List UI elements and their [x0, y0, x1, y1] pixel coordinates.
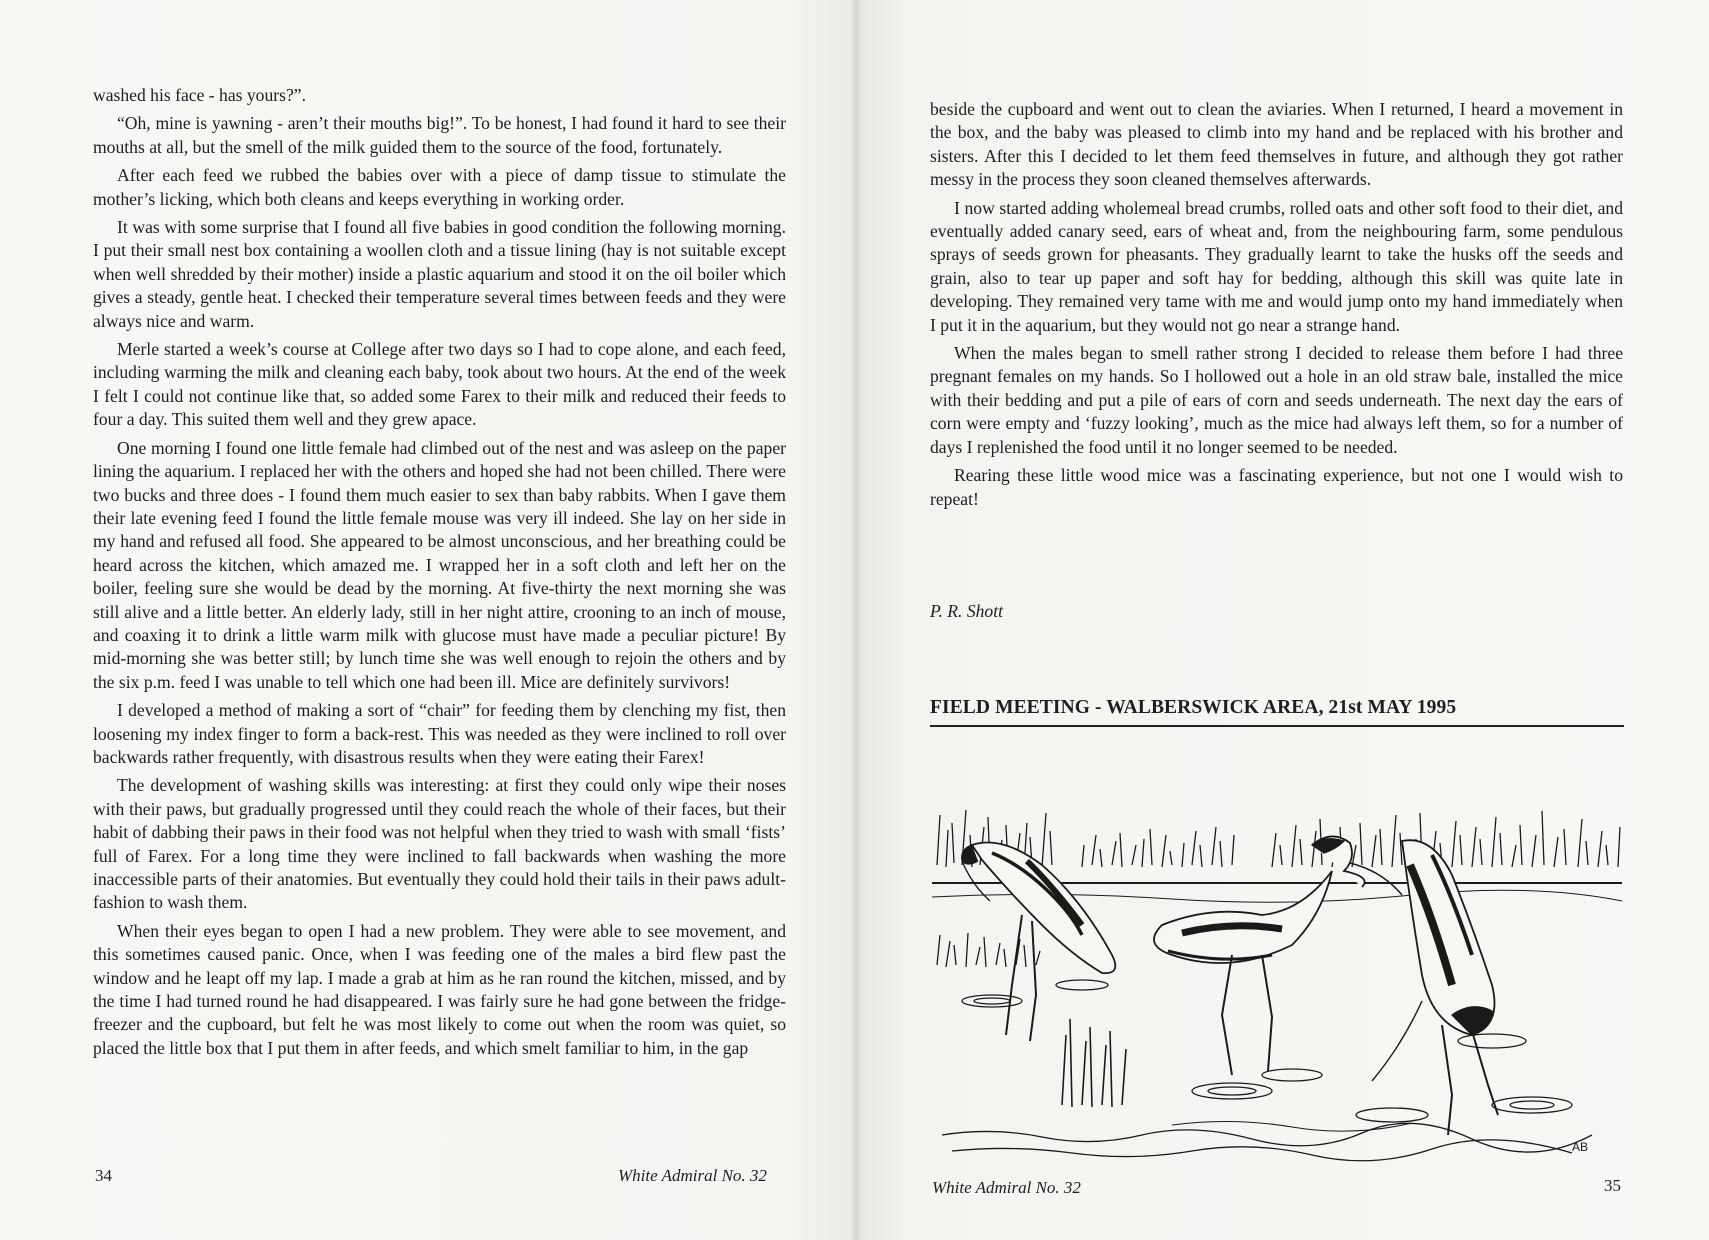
- page-number: 34: [95, 1166, 112, 1185]
- paragraph: It was with some surprise that I found all five babies in good condition the following morning. I put their small nest box containing a woollen cloth and a tissue lining (hay is not suitable except when well shredded by their mother) inside a plastic aquarium and stood it on the oil boiler which gives a steady, gentle heat. I checked their temperature several times between feeds and they were always nice and warm.: [93, 217, 786, 331]
- right-page-text: [930, 98, 1623, 516]
- grass-tufts: [937, 933, 1040, 967]
- left-page-text: [93, 84, 786, 1065]
- paragraph: After each feed we rubbed the babies over with a piece of damp tissue to stimulate the mother’s licking, which both cleans and keeps everything in working order.: [93, 165, 786, 209]
- journal-footer: White Admiral No. 32: [618, 1166, 767, 1185]
- paragraph: The development of washing skills was interesting: at first they could only wipe their noses with their paws, but gradually progressed until they could reach the whole of their faces, but their habit of dabbing their paws in their food was not helpful when they tried to wash with small ‘fists’ full of Farex. For a long time they were inclined to fall backwards when washing the more inaccessible parts of their anatomies. But eventually they could hold their tails in their paws adult-fashion to wash them.: [93, 775, 786, 913]
- book-gutter: [852, 0, 860, 1240]
- paragraph: One morning I found one little female had climbed out of the nest and was asleep on the paper lining the aquarium. I replaced her with the others and hoped she had not been chilled. There were two bucks and three does - I found them much easier to sex than baby rabbits. When I gave them their late evening feed I found the little female mouse was very ill indeed. She lay on her side in my hand and refused all food. She appeared to be almost unconscious, and her breathing could be heard across the kitchen, which amazed me. I wrapped her in a soft cloth and left her on the boiler, feeling sure she would be dead by the morning. At five-thirty the next morning she was still alive and a little better. An elderly lady, still in her night attire, crooning to an inch of mouse, and coaxing it to drink a little warm milk with glucose must have made a peculiar picture! By mid-morning she was better still; by lunch time she was well enough to rejoin the others and by the six p.m. feed I was unable to tell which one had been ill. Mice are definitely survivors!: [93, 437, 786, 692]
- paragraph: I now started adding wholemeal bread crumbs, rolled oats and other soft food to their diet, and eventually added canary seed, ears of wheat and, from the neighbouring farm, some pendulous sprays of seeds grown for pheasants. They gradually learnt to take the husks off the seeds and grain, also to tear up paper and soft hay for bedding, although this skill was quite late in developing. They remained very tame with me and would jump onto my hand immediately when I put it in the aquarium, but they would not go near a strange hand.: [930, 197, 1623, 335]
- paragraph: Merle started a week’s course at College after two days so I had to cope alone, and each feed, including warming the milk and cleaning each baby, took about two hours. At the end of the week I felt I could not continue like that, so added some Farex to their milk and reduced their feeds to four a day. This suited them well and they grew apace.: [93, 339, 786, 430]
- artist-signature: AB: [1572, 1140, 1589, 1154]
- journal-footer: White Admiral No. 32: [932, 1178, 1081, 1197]
- page-number: 35: [1604, 1176, 1621, 1195]
- paragraph: When the males began to smell rather strong I decided to release them before I had three pregnant females on my hands. So I hollowed out a hole in an old straw bale, installed the mice with their bedding and put a pile of ears of corn and seeds underneath. The next day the ears of corn were empty and ‘fuzzy looking’, much as the mice had always left them, so for a number of days I replenished the food until it no longer seemed to be needed.: [930, 343, 1623, 457]
- centre-avocet: [1154, 836, 1402, 1075]
- avocet-illustration: [932, 805, 1622, 1165]
- paragraph: Rearing these little wood mice was a fascinating experience, but not one I would wish to repeat!: [930, 465, 1623, 509]
- paragraph: “Oh, mine is yawning - aren’t their mouths big!”. To be honest, I had found it hard to see their mouths at all, but the smell of the milk guided them to the source of the food, fortunately.: [93, 113, 786, 157]
- article-author: P. R. Shott: [930, 601, 1003, 621]
- paragraph: washed his face - has yours?”.: [93, 85, 306, 105]
- paragraph: When their eyes began to open I had a new problem. They were able to see movement, and this sometimes caused panic. Once, when I was feeding one of the males a bird flew past the window and he leapt off my lap. I made a grab at him as he ran round the kitchen, missed, and by the time I had turned round he had disappeared. I was fairly sure he had gone between the fridge-freezer and the cupboard, but felt he was most likely to come out when the room was quiet, so placed the little box that I put them in after feeds, and which smelt familiar to him, in the gap: [93, 920, 786, 1058]
- paragraph: I developed a method of making a sort of “chair” for feeding them by clenching my fist, then loosening my index finger to form a back-rest. This was needed as they were inclined to roll over backwards rather frequently, with disastrous results when they were eating their Farex!: [93, 700, 786, 767]
- paragraph: beside the cupboard and went out to clean the aviaries. When I returned, I heard a movement in the box, and the baby was pleased to climb into my hand and be replaced with his brother and sisters. After this I decided to let them feed themselves in future, and although they got rather messy in the process they soon cleaned themselves afterwards.: [930, 99, 1623, 190]
- avocet-drawing: [932, 805, 1622, 1165]
- section-heading: FIELD MEETING - WALBERSWICK AREA, 21st MAY 1995: [930, 697, 1624, 727]
